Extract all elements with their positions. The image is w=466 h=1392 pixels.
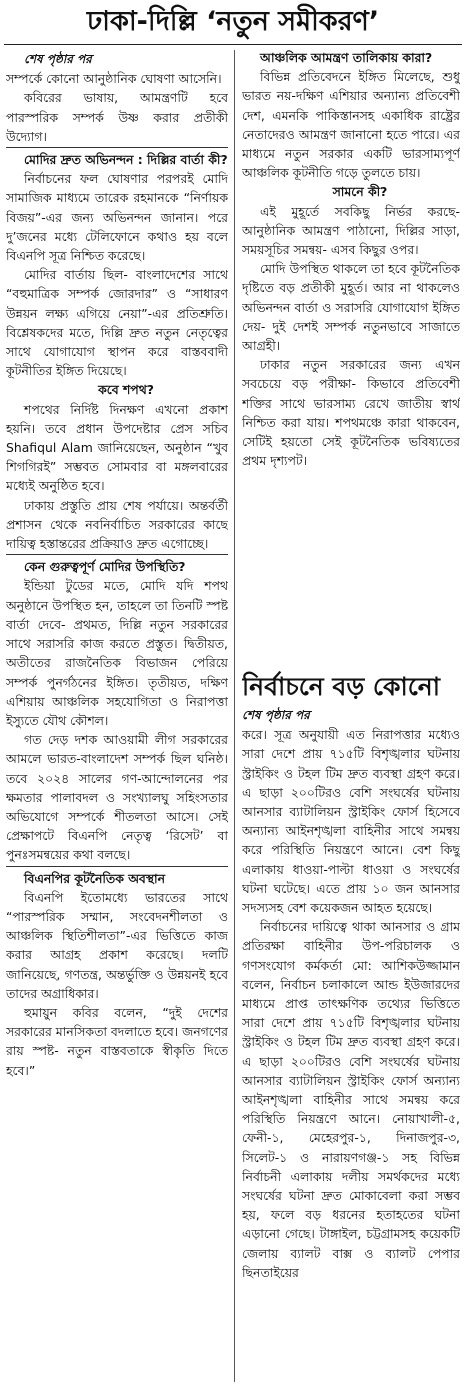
continuation-kicker: শেষ পৃষ্ঠার পর — [242, 708, 310, 722]
paragraph: গত দেড় দশক আওয়ামী লীগ সরকারের আমলে ভারত-বাংলাদেশ সম্পর্ক ছিল ঘনিষ্ঠ। তবে ২০২৪ সালের গণ-আন্দোলনের পর ক্ষমতার পালাবদল ও সংখ্যালঘু সহিংসতার অভিযোগে সম্পর্কে শীতলতা আসে। সেই প্রেক্ষাপটে বিএনপি নেতৃত্ব ‘রিসেট’ বা পুনঃসমন্বয়ের কথা বলছে। — [6, 732, 228, 863]
subheading: সামনে কী? — [332, 184, 388, 200]
article-right-bottom-column — [242, 706, 460, 1392]
paragraph: কবিরের ভাষায়, আমন্ত্রণটি হবে পারস্পরিক সম্পর্ক উষ্ণ করার প্রতীকী উদ্যোগ। — [6, 90, 228, 144]
paragraph: করে। সূত্র অনুযায়ী এত নিরাপত্তার মধ্যেও সারা দেশে প্রায় ৭১৫টি বিশৃঙ্খলার ঘটনায় স্ট্রাইকিং ও টহল টিম দ্রুত ব্যবস্থা গ্রহণ করে। এ ছাড়া ২০০টিরও বেশি সংঘর্ষের ঘটনায় আনসার ব্যাটালিয়ন স্ট্রাইকিং ফোর্স হিসেবে অন্যান্য আইনশৃঙ্খলা বাহিনীর সাথে সমন্বয় করে পরিস্থিতি নিয়ন্ত্রণে আনে। বেশ কিছু এলাকায় ধাওয়া-পাল্টা ধাওয়া ও সংঘর্ষের ঘটনা ঘটেছে। এতে প্রায় ১০ জন আনসার সদস্যসহ বেশ কয়েকজন আহত হয়েছে। — [242, 727, 460, 916]
subheading: বিএনপির কূটনৈতিক অবস্থান — [24, 870, 166, 886]
article-right-top-column — [242, 48, 460, 668]
article-left-column — [6, 50, 228, 1392]
paragraph: বিভিন্ন প্রতিবেদনে ইঙ্গিত মিলেছে, শুধু ভারত নয়-দক্ষিণ এশিয়ার অন্যান্য প্রতিবেশী দেশ, এমনকি পাকিস্তানসহ একাধিক রাষ্ট্রের নেতাদেরও আমন্ত্রণ জানানো হতে পারে। এর মাধ্যমে নতুন সরকার একটি ভারসাম্যপূর্ণ আঞ্চলিক কূটনীতি গড়ে তুলতে চায়। — [242, 69, 460, 181]
section-rule — [6, 554, 228, 555]
paragraph: নির্বাচনের দায়িত্বে থাকা আনসার ও গ্রাম প্রতিরক্ষা বাহিনীর উপ-পরিচালক ও গণসংযোগ কর্মকর্তা মো: আশিকউজ্জামান বলেন, নির্বাচন চলাকালে আন্ড ইউজারদের মাধ্যমে প্রাপ্ত তাৎক্ষণিক তথ্যের ভিত্তিতে সারা দেশে প্রায় ৭১৫টি বিশৃঙ্খলার ঘটনায় স্ট্রাইকিং ও টহল টিম দ্রুত ব্যবস্থা গ্রহণ করে। এ ছাড়া ২০০টিরও বেশি সংঘর্ষের ঘটনায় আনসার ব্যাটালিয়ন স্ট্রাইকিং ফোর্স অন্যান্য আইনশৃঙ্খলা বাহিনীর সাথে সমন্বয় করে পরিস্থিতি নিয়ন্ত্রণে আনে। নোয়াখালী-৫, ফেনী-১, মেহেরপুর-১, দিনাজপুর-৩, সিলেট-১ ও নারায়ণগঞ্জ-১ সহ বিভিন্ন নির্বাচনী এলাকায় দলীয় সমর্থকদের মধ্যে সংঘর্ষের ঘটনা দ্রুত মোকাবেলা করা সম্ভব হয়, ফলে বড় ধরনের হতাহতের ঘটনা এড়ানো গেছে। টাঙ্গাইল, চট্টগ্রামসহ কয়েকটি জেলায় ব্যালট বাক্স ও ব্যালট পেপার ছিনতাইয়ের — [242, 919, 460, 1280]
paragraph: ইন্ডিয়া টুডের মতে, মোদি যদি শপথ অনুষ্ঠানে উপস্থিত হন, তাহলে তা তিনটি স্পষ্ট বার্তা দেবে- প্রথমত, দিল্লি নতুন সরকারের সাথে সরাসরি কাজ করতে প্রস্তুত। দ্বিতীয়ত, অতীতের রাজনৈতিক বিভাজন পেরিয়ে সম্পর্ক পুনর্গঠনের ইঙ্গিত। তৃতীয়ত, দক্ষিণ এশিয়ায় আঞ্চলিক সহযোগিতা ও নিরাপত্তা ইস্যুতে যৌথ কৌশল। — [6, 578, 228, 728]
main-headline: ঢাকা-দিল্লি ‘নতুন সমীকরণ’ — [86, 6, 380, 37]
subheading: কেন গুরুত্বপূর্ণ মোদির উপস্থিতি? — [24, 559, 186, 575]
subheading: আঞ্চলিক আমন্ত্রণ তালিকায় কারা? — [260, 50, 433, 65]
headline-rule — [4, 44, 462, 45]
continuation-kicker: শেষ পৃষ্ঠার পর — [24, 52, 92, 66]
second-article-headline: নির্বাচনে বড় কোনো — [242, 672, 440, 701]
paragraph: এই মুহূর্তে সবকিছু নির্ভর করছে- আনুষ্ঠানিক আমন্ত্রণ পাঠানো, দিল্লির সাড়া, সময়সূচির সমন্বয়- এসব কিছুর ওপর। — [242, 203, 460, 258]
paragraph: মোদি উপস্থিত থাকলে তা হবে কূটনৈতিক দৃষ্টিতে বড় প্রতীকী মুহূর্ত। আর না থাকলেও অভিনন্দন বার্তা ও সরাসরি যোগাযোগ ইঙ্গিত দেয়- দুই দেশই সম্পর্ক নতুনভাবে সাজাতে আগ্রহী। — [242, 261, 460, 354]
paragraph: ঢাকায় প্রস্তুতি প্রায় শেষ পর্যায়ে। অন্তর্বর্তী প্রশাসন থেকে নবনির্বাচিত সরকারের কাছে দায়িত্ব হস্তান্তরের প্রক্রিয়াও দ্রুত এগোচ্ছে। — [6, 497, 228, 552]
column-divider — [234, 50, 235, 1382]
paragraph: মোদির বার্তায় ছিল- বাংলাদেশের সাথে “বহুমাত্রিক সম্পর্ক জোরদার” ও “সাধারণ উন্নয়ন লক্ষ্য এগিয়ে নেয়া”-এর প্রতিশ্রুতি। বিশ্লেষকদের মতে, দিল্লি দ্রুত নতুন নেতৃত্বের সাথে যোগাযোগ স্থাপন করে বাস্তববাদী কূটনীতির ইঙ্গিত দিয়েছে। — [6, 267, 228, 379]
paragraph: নির্বাচনের ফল ঘোষণার পরপরই মোদি সামাজিক মাধ্যমে তারেক রহমানকে “নির্ণায়ক বিজয়”-এর জন্য অভিনন্দন জানান। পরে দু’জনের মধ্যে টেলিফোনে কথাও হয় বলে বিএনপি সূত্র নিশ্চিত করেছে। — [6, 171, 228, 264]
paragraph: শপথের নির্দিষ্ট দিনক্ষণ এখনো প্রকাশ হয়নি। তবে প্রধান উপদেষ্টার প্রেস সচিব Shafiqul Alam জানিয়েছেন, অনুষ্ঠান “খুব শিগগিরই” সম্ভবত সোমবার বা মঙ্গলবারের মধ্যেই অনুষ্ঠিত হবে। — [6, 401, 228, 494]
paragraph: ঢাকার নতুন সরকারের জন্য এখন সবচেয়ে বড় পরীক্ষা- কিভাবে প্রতিবেশী শক্তির সাথে ভারসাম্য রেখে জাতীয় স্বার্থ নিশ্চিত করা যায়। শপথমঞ্চে কারা থাকবেন, সেটিই হয়তো সেই কূটনৈতিক ভবিষ্যতের প্রথম দৃশ্যপট। — [242, 357, 460, 469]
subheading: কবে শপথ? — [98, 382, 154, 398]
paragraph: বিএনপি ইতোমধ্যে ভারতের সাথে “পারস্পরিক সম্মান, সংবেদনশীলতা ও আঞ্চলিক স্থিতিশীলতা”-এর ভিত্তিতে কাজ করার আগ্রহ প্রকাশ করেছে। দলটি জানিয়েছে, গণতন্ত্র, অন্তর্ভুক্তি ও উন্নয়নই হবে তাদের অগ্রাধিকার। — [6, 889, 228, 1001]
paragraph: সম্পর্কে কোনো আনুষ্ঠানিক ঘোষণা আসেনি। — [6, 71, 222, 87]
paragraph: হুমায়ুন কবির বলেন, “দুই দেশের সরকারের মানসিকতা বদলাতে হবে। জনগণের রায় স্পষ্ট- নতুন বাস্তবতাকে স্বীকৃতি দিতে হবে।” — [6, 1004, 228, 1078]
section-rule — [6, 147, 228, 148]
subheading: মোদির দ্রুত অভিনন্দন : দিল্লির বার্তা কী? — [24, 152, 228, 168]
section-rule — [6, 866, 228, 867]
